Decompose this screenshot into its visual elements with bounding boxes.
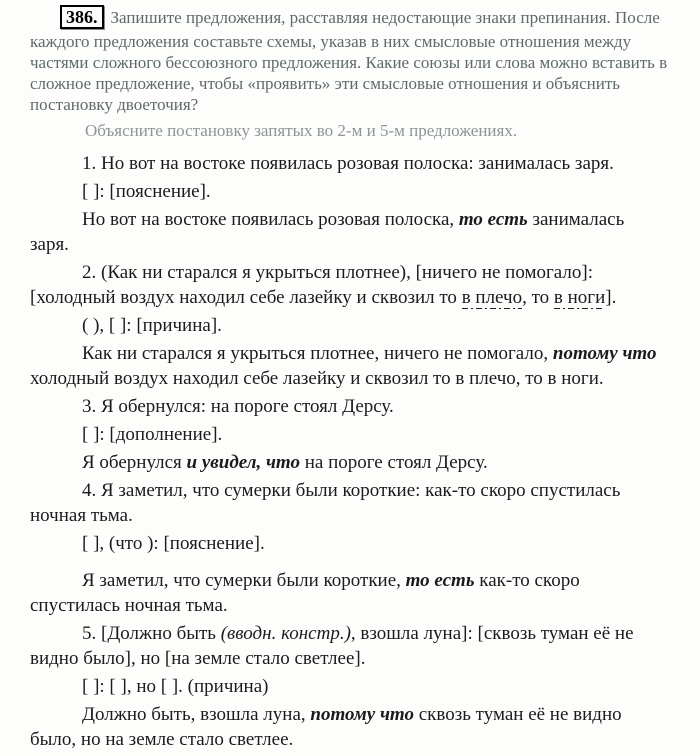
underlined-word: в ноги xyxy=(553,287,606,308)
text-segment: как-то скоро xyxy=(474,570,580,591)
inserted-conjunction: то есть xyxy=(405,570,475,591)
scheme-1 xyxy=(30,179,674,204)
inserted-conjunction: потому что xyxy=(310,704,414,725)
text-segment: [ ]: [пояснение]. xyxy=(82,181,211,202)
text-line xyxy=(30,285,674,310)
sentence-2 xyxy=(30,260,674,310)
text-line xyxy=(30,394,674,419)
text-line xyxy=(30,503,674,528)
text-segment: спустилась ночная тьма. xyxy=(30,595,228,616)
instruction-text xyxy=(30,8,674,115)
text-segment: 3. Я обернулся: на пороге стоял Дерсу. xyxy=(82,396,394,417)
text-segment: , то xyxy=(522,287,554,308)
text-line xyxy=(30,702,674,727)
text-line xyxy=(30,621,674,646)
text-line xyxy=(30,207,674,232)
text-segment: сквозь туман её не видно xyxy=(413,704,622,725)
exercise-number-box: 386. xyxy=(60,5,104,29)
rewrite-1 xyxy=(30,207,674,257)
sentence-4 xyxy=(30,478,674,528)
text-line xyxy=(30,313,674,338)
underlined-word: в плечо xyxy=(461,287,523,308)
text-segment: , взошла луна]: [сквозь туман её не xyxy=(350,623,634,644)
rewrite-3 xyxy=(30,450,674,475)
text-line xyxy=(30,179,674,204)
scheme-4 xyxy=(30,531,674,556)
instruction-line: каждого предложения составьте схемы, указав в них смысловые отношения между xyxy=(30,32,632,51)
text-segment: Я обернулся xyxy=(82,452,187,473)
text-segment: [ ]: [ ], но [ ]. (причина) xyxy=(82,676,269,697)
text-segment: ночная тьма. xyxy=(30,505,133,526)
inserted-conjunction: то есть xyxy=(458,209,528,230)
text-line xyxy=(30,260,674,285)
text-segment: холодный воздух находил себе лазейку и сквозил то в плечо, то в ноги. xyxy=(30,368,604,389)
text-segment: 4. Я заметил, что сумерки были короткие: как-то скоро спустилась xyxy=(82,480,621,501)
note-italic: (вводн. констр.) xyxy=(220,623,351,644)
instruction-line: постановку двоеточия? xyxy=(30,95,199,114)
instruction-line: Запишите предложения, расставляя недостающие знаки препинания. После xyxy=(110,8,660,27)
text-segment: заря. xyxy=(30,234,69,255)
scheme-3 xyxy=(30,422,674,447)
exercise-body xyxy=(30,151,674,752)
text-line xyxy=(30,593,674,618)
text-line xyxy=(30,151,674,176)
text-segment: было, но на земле стало светлее. xyxy=(30,729,294,750)
text-segment: [ ], (что ): [пояснение]. xyxy=(82,533,265,554)
text-segment: Как ни старался я укрыться плотнее, ничего не помогало, xyxy=(82,343,553,364)
scheme-2 xyxy=(30,313,674,338)
text-segment: на пороге стоял Дерсу. xyxy=(299,452,488,473)
text-line xyxy=(30,450,674,475)
inserted-conjunction: и увидел, что xyxy=(186,452,300,473)
sentence-1 xyxy=(30,151,674,176)
text-line xyxy=(30,478,674,503)
text-segment: ( ), [ ]: [причина]. xyxy=(82,315,222,336)
text-segment: 2. (Как ни старался я укрыться плотнее), [ничего не помогало]: xyxy=(82,262,593,283)
scheme-5 xyxy=(30,674,674,699)
text-segment: Должно быть, взошла луна, xyxy=(82,704,311,725)
text-segment: Но вот на востоке появилась розовая полоска, xyxy=(82,209,459,230)
inserted-conjunction: потому что xyxy=(552,343,657,364)
text-segment: 5. [Должно быть xyxy=(82,623,221,644)
text-line xyxy=(30,727,674,752)
text-line xyxy=(30,531,674,556)
sentence-3 xyxy=(30,394,674,419)
text-segment: Я заметил, что сумерки были короткие, xyxy=(82,570,406,591)
instruction-line: сложное предложение, чтобы «проявить» эти смысловые отношения и объяснить xyxy=(30,74,620,93)
text-segment: видно было], но [на земле стало светлее]. xyxy=(30,648,366,669)
text-line xyxy=(30,568,674,593)
text-line xyxy=(30,341,674,366)
rewrite-4 xyxy=(30,568,674,618)
text-segment: занималась xyxy=(527,209,625,230)
text-segment: 1. Но вот на востоке появилась розовая полоска: занималась заря. xyxy=(82,153,614,174)
exercise-instruction xyxy=(30,5,674,115)
text-segment: [холодный воздух находил себе лазейку и сквозил то xyxy=(30,287,462,308)
subtask-text: Объясните постановку запятых во 2-м и 5-м предложениях. xyxy=(85,121,518,140)
sentence-5 xyxy=(30,621,674,671)
text-segment: ]. xyxy=(605,287,617,308)
text-line xyxy=(30,646,674,671)
text-line xyxy=(30,232,674,257)
text-line xyxy=(30,674,674,699)
text-segment: [ ]: [дополнение]. xyxy=(82,424,223,445)
rewrite-2 xyxy=(30,341,674,391)
rewrite-5 xyxy=(30,702,674,752)
text-line xyxy=(30,366,674,391)
text-line xyxy=(30,422,674,447)
instruction-line: частями сложного бессоюзного предложения. Какие союзы или слова можно вставить в xyxy=(30,53,668,72)
